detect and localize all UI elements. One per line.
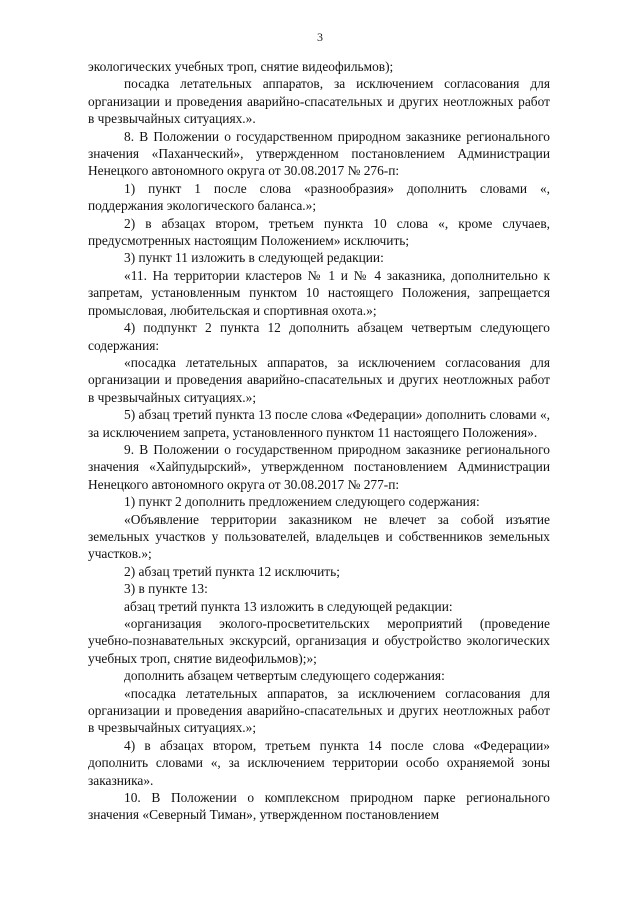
paragraph: посадка летательных аппаратов, за исключением согласования для организации и проведения аварийно-спасательных и других неотложных работ в чрезвычайных ситуациях.».: [88, 76, 550, 127]
paragraph: 2) в абзацах втором, третьем пункта 10 слова «, кроме случаев, предусмотренных настоящим Положением» исключить;: [88, 215, 550, 249]
paragraph: 9. В Положении о государственном природном заказнике регионального значения «Хайпудырский», утвержденном постановлением Администрации Ненецкого автономного округа от 30.08.2017 № 277-п:: [88, 441, 550, 492]
document-body: [88, 58, 550, 824]
paragraph: 3) пункт 11 изложить в следующей редакции:: [124, 250, 384, 266]
paragraph: экологических учебных троп, снятие видеофильмов);: [88, 59, 394, 74]
paragraph: 3) в пункте 13:: [124, 581, 208, 597]
paragraph: 1) пункт 2 дополнить предложением следующего содержания:: [124, 494, 480, 510]
paragraph: 4) подпункт 2 пункта 12 дополнить абзацем четвертым следующего содержания:: [88, 320, 550, 353]
page-number: 3: [317, 30, 323, 44]
paragraph: 1) пункт 1 после слова «разнообразия» дополнить словами «, поддержания экологического баланса.»;: [88, 180, 550, 214]
paragraph: дополнить абзацем четвертым следующего содержания:: [124, 668, 445, 684]
paragraph: 5) абзац третий пункта 13 после слова «Федерации» дополнить словами «, за исключением запрета, установленного пунктом 11 настоящего Положения».: [88, 407, 550, 440]
paragraph: «организация эколого-просветительских мероприятий (проведение учебно-познавательных экскурсий, организация и обустройство экологических учебных троп, снятие видеофильмов);»;: [88, 616, 550, 666]
paragraph: «посадка летательных аппаратов, за исключением согласования для организации и проведения аварийно-спасательных и других неотложных работ в чрезвычайных ситуациях.»;: [88, 354, 550, 405]
paragraph: 2) абзац третий пункта 12 исключить;: [124, 563, 340, 579]
paragraph: 10. В Положении о комплексном природном парке регионального значения «Северный Тиман», утвержденном постановлением: [88, 790, 550, 823]
paragraph: «посадка летательных аппаратов, за исключением согласования для организации и проведения аварийно-спасательных и других неотложных работ в чрезвычайных ситуациях.»;: [88, 685, 550, 736]
paragraph: «Объявление территории заказником не влечет за собой изъятие земельных участков у пользователей, владельцев и собственников земельных участков.»;: [88, 511, 550, 562]
paragraph: абзац третий пункта 13 изложить в следующей редакции:: [124, 598, 453, 614]
paragraph: 4) в абзацах втором, третьем пункта 14 после слова «Федерации» дополнить словами «, за исключением территории особо охраняемой зоны заказника».: [88, 737, 550, 788]
paragraph: 8. В Положении о государственном природном заказнике регионального значения «Паханческий», утвержденном постановлением Администрации Ненецкого автономного округа от 30.08.2017 № 276-п:: [88, 128, 550, 179]
paragraph: «11. На территории кластеров № 1 и № 4 заказника, дополнительно к запретам, установленным пунктом 10 настоящего Положения, запрещается промысловая, любительская и спортивная охота.»;: [88, 267, 550, 318]
